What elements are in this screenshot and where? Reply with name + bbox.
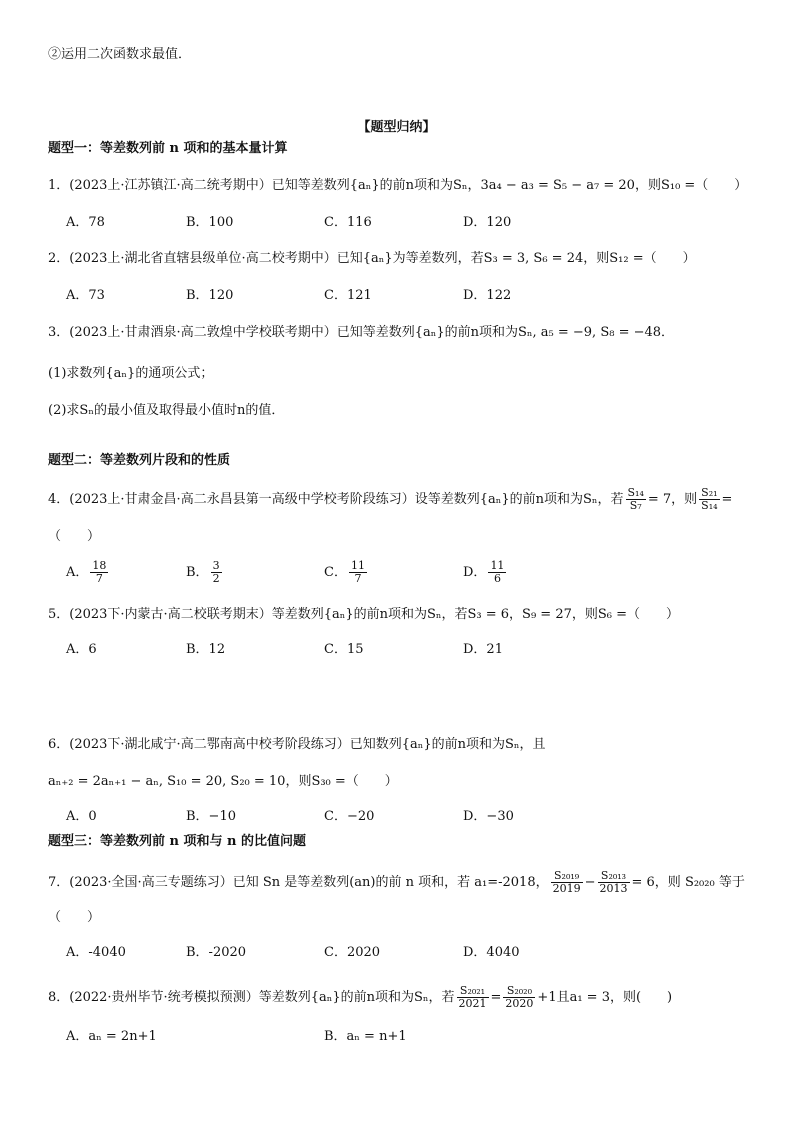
q7-option-d: D．4040: [463, 945, 520, 960]
q4-option-c: [324, 560, 369, 585]
q4-a-num: 18: [92, 559, 107, 572]
q8-option-a: A．aₙ = 2n+1: [66, 1029, 157, 1044]
q8-f2-num: S₂₀₂₀: [503, 985, 535, 998]
q4-d-num: 11: [490, 559, 505, 572]
q7-f1-num: S₂₀₁₉: [551, 870, 583, 883]
q4-ask-fraction: [699, 487, 719, 512]
q4-ask-num: S₂₁: [701, 486, 718, 499]
q4-cond-den: S₇: [629, 499, 642, 512]
type-1-title: 题型一：等差数列前 n 项和的基本量计算: [48, 141, 288, 156]
q2-option-d: D．122: [463, 288, 512, 303]
q4-option-b-label: B．: [186, 565, 209, 580]
q4-option-d-label: D．: [463, 565, 487, 580]
q8-option-b: B．aₙ = n+1: [324, 1029, 407, 1044]
question-5-stem: 5．(2023下·内蒙古·高二校联考期末）等差数列{aₙ}的前n项和为Sₙ，若S₃ = 6，S₉ = 27，则S₆ =（ ）: [48, 607, 680, 622]
q7-option-b: B．-2020: [186, 945, 247, 960]
q2-option-c: C．121: [324, 288, 372, 303]
q8-f2-den: 2020: [505, 997, 534, 1010]
q4-option-a-fraction: [90, 560, 108, 585]
q4-b-num: 3: [212, 559, 220, 572]
q4-c-num: 11: [350, 559, 365, 572]
question-1-stem: 1．(2023上·江苏镇江·高二统考期中）已知等差数列{aₙ}的前n项和为Sₙ，3a₄ − a₃ = S₅ − a₇ = 20，则S₁₀ =（ ）: [48, 178, 748, 193]
q7-stem-b: = 6，则 S₂₀₂₀ 等于: [631, 875, 745, 890]
q7-fraction-1: [551, 870, 583, 895]
q8-fraction-1: [457, 985, 489, 1010]
type-2-title: 题型二：等差数列片段和的性质: [48, 453, 231, 468]
q4-ask-eq: =: [721, 492, 733, 507]
q8-stem-a: 8．(2022·贵州毕节·统考模拟预测）等差数列{aₙ}的前n项和为Sₙ，若: [48, 990, 455, 1005]
question-3-sub-2: (2)求Sₙ的最小值及取得最小值时n的值．: [48, 403, 285, 418]
question-8-stem: [48, 985, 763, 1011]
q7-option-c: C．2020: [324, 945, 381, 960]
q8-eq: =: [490, 990, 502, 1005]
q2-option-a: A．73: [66, 288, 105, 303]
q7-f1-den: 2019: [552, 882, 581, 895]
q4-option-d: [463, 560, 508, 585]
q2-option-b: B．120: [186, 288, 234, 303]
q4-option-b: [186, 560, 224, 585]
q5-option-d: D．21: [463, 642, 503, 657]
q6-option-a: A．0: [66, 809, 97, 824]
q8-f1-den: 2021: [458, 997, 487, 1010]
q7-fraction-2: [598, 870, 630, 895]
q4-option-b-fraction: [211, 560, 222, 585]
type-3-title: 题型三：等差数列前 n 项和与 n 的比值问题: [48, 834, 307, 849]
section-heading: 【题型归纳】: [357, 120, 436, 135]
q4-stem-text: 4．(2023上·甘肃金昌·高二永昌县第一高级中学校考阶段练习）设等差数列{aₙ}的前n项和为Sₙ，若: [48, 492, 624, 507]
q4-option-a: [66, 560, 110, 585]
q6-option-d: D．−30: [463, 809, 514, 824]
q8-stem-b: +1且a₁ = 3，则( ): [537, 990, 673, 1005]
q5-option-b: B．12: [186, 642, 226, 657]
question-6-line-2: aₙ₊₂ = 2aₙ₊₁ − aₙ, S₁₀ = 20, S₂₀ = 10，则S₃₀ =（ ）: [48, 774, 398, 789]
q7-f2-num: S₂₀₁₃: [598, 870, 630, 883]
q7-stem-a: 7．(2023·全国·高三专题练习）已知 Sn 是等差数列(an)的前 n 项和，若 a₁=-2018，: [48, 875, 549, 890]
q8-fraction-2: [503, 985, 535, 1010]
q4-option-c-label: C．: [324, 565, 347, 580]
q6-option-b: B．−10: [186, 809, 236, 824]
q4-b-den: 2: [212, 572, 220, 585]
question-3-sub-1: (1)求数列{aₙ}的通项公式；: [48, 366, 214, 381]
q5-option-c: C．15: [324, 642, 364, 657]
q4-d-den: 6: [493, 572, 501, 585]
question-6-stem: 6．(2023下·湖北咸宁·高二鄂南高中校考阶段练习）已知数列{aₙ}的前n项和为Sₙ，且: [48, 737, 546, 752]
q1-option-a: A．78: [66, 215, 105, 230]
q4-cond-num: S₁₄: [627, 486, 644, 499]
q4-a-den: 7: [95, 572, 103, 585]
q1-option-c: C．116: [324, 215, 372, 230]
q4-option-a-label: A．: [66, 565, 89, 580]
q8-f1-num: S₂₀₂₁: [457, 985, 489, 998]
question-3-stem: 3．(2023上·甘肃酒泉·高二敦煌中学校联考期中）已知等差数列{aₙ}的前n项和为Sₙ, a₅ = −9, S₈ = −48．: [48, 325, 675, 340]
q5-option-a: A．6: [66, 642, 97, 657]
q1-option-d: D．120: [463, 215, 512, 230]
q4-option-c-fraction: [349, 560, 367, 585]
q7-option-a: A．-4040: [66, 945, 126, 960]
q7-paren: （ ）: [48, 910, 101, 925]
q4-ask-den: S₁₄: [701, 499, 718, 512]
q1-option-b: B．100: [186, 215, 234, 230]
q4-paren: （ ）: [48, 529, 101, 544]
question-7-stem: [48, 870, 763, 896]
q4-cond-eq: = 7，则: [647, 492, 698, 507]
question-2-stem: 2．(2023上·湖北省直辖县级单位·高二校考期中）已知{aₙ}为等差数列，若S₃ = 3, S₆ = 24，则S₁₂ =（ ）: [48, 251, 696, 266]
q7-f2-den: 2013: [599, 882, 628, 895]
q6-option-c: C．−20: [324, 809, 375, 824]
q7-minus: −: [584, 875, 596, 890]
question-4-stem: [48, 487, 763, 513]
q4-option-d-fraction: [488, 560, 506, 585]
intro-text: ②运用二次函数求最值．: [48, 47, 192, 62]
q4-c-den: 7: [354, 572, 362, 585]
q4-cond-fraction: [626, 487, 646, 512]
